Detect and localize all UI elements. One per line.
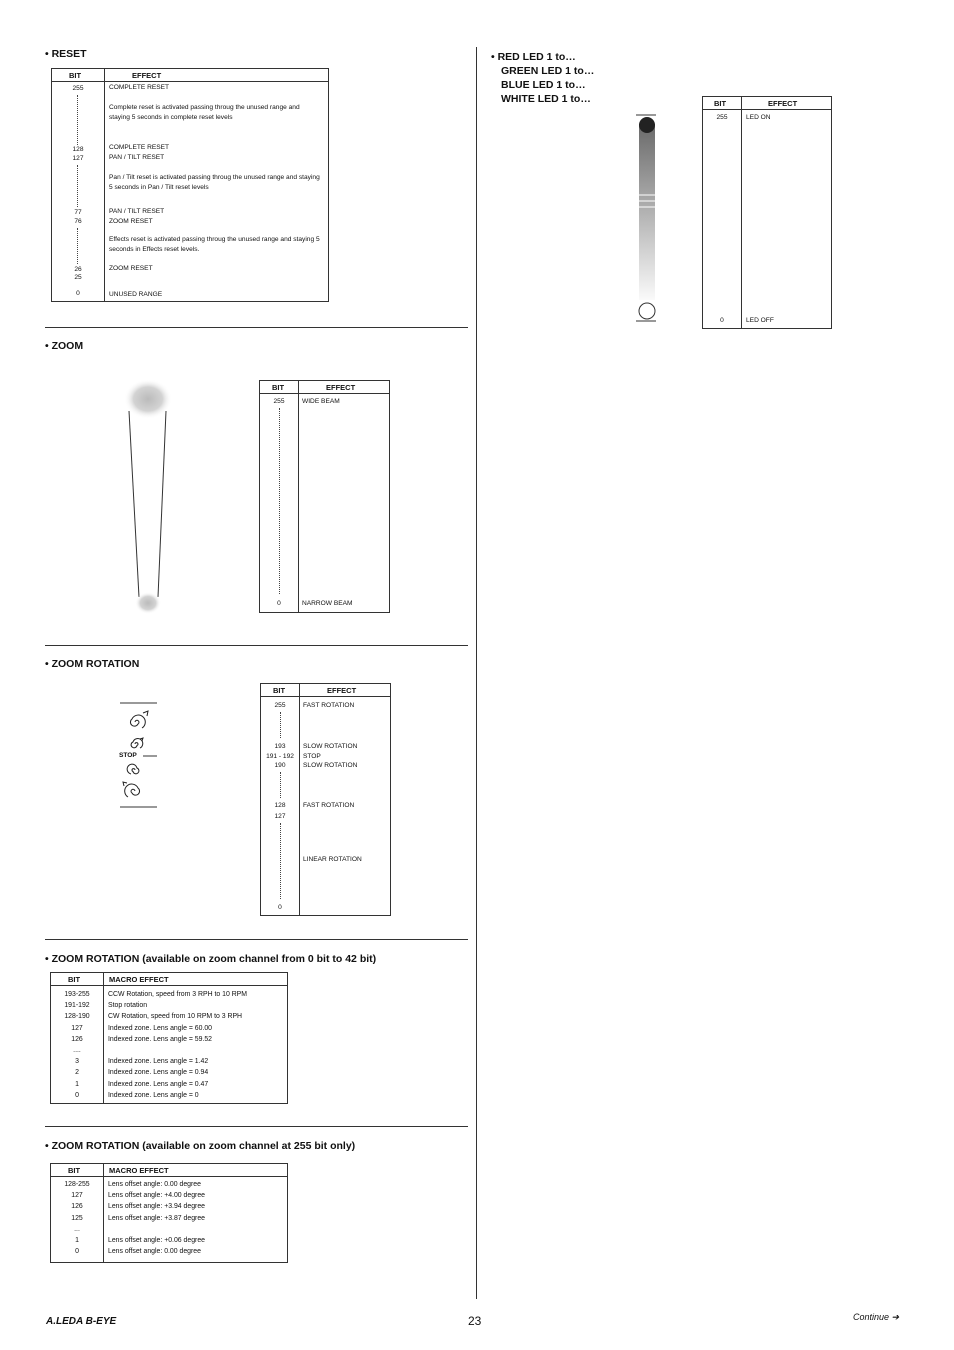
macro2-bit: 125 bbox=[71, 1214, 83, 1222]
zoom-rotation-col-bit: BIT bbox=[273, 686, 286, 695]
macro2-col-effect: MACRO EFFECT bbox=[109, 1166, 169, 1175]
zoom-rotation-effect: SLOW ROTATION bbox=[303, 743, 358, 750]
zoom-effect: WIDE BEAM bbox=[302, 398, 340, 405]
macro1-bit: 1 bbox=[75, 1080, 79, 1088]
zoom-rotation-bit: 255 bbox=[274, 702, 286, 709]
macro2-bit: 127 bbox=[71, 1192, 83, 1200]
spiral-ccw-large-icon bbox=[130, 711, 148, 728]
zoom-rotation-macro1-title: • ZOOM ROTATION (available on zoom channel from 0 bit to 42 bit) bbox=[45, 953, 377, 965]
zoom-rotation-col-effect: EFFECT bbox=[327, 686, 357, 695]
reset-table-header bbox=[52, 69, 328, 82]
section-divider bbox=[45, 939, 468, 940]
zoom-dots bbox=[279, 408, 280, 594]
reset-effect: ZOOM RESET bbox=[109, 265, 153, 272]
reset-effect: COMPLETE RESET bbox=[109, 144, 170, 151]
zoom-rotation-bit: 127 bbox=[274, 813, 286, 820]
macro1-effect: Indexed zone. Lens angle = 0.94 bbox=[108, 1069, 209, 1077]
section-divider bbox=[45, 1126, 468, 1127]
macro2-effect: Lens offset angle: +0.06 degree bbox=[108, 1237, 205, 1244]
zoom-rotation-dots bbox=[280, 712, 281, 738]
zoom-rotation-dots bbox=[280, 823, 281, 899]
zoom-rotation-bit: 193 bbox=[274, 743, 286, 750]
reset-effect: PAN / TILT RESET bbox=[109, 208, 165, 215]
led-title-line: GREEN LED 1 to… bbox=[501, 65, 595, 77]
macro1-effect: Indexed zone. Lens angle = 1.42 bbox=[108, 1058, 209, 1066]
led-title-line: WHITE LED 1 to… bbox=[501, 93, 591, 105]
macro2-bit: 128-255 bbox=[64, 1181, 90, 1188]
reset-bit: 77 bbox=[74, 209, 82, 216]
zoom-rotation-dots bbox=[280, 772, 281, 798]
led-intensity-illustration bbox=[632, 112, 664, 324]
macro1-bit: 3 bbox=[75, 1058, 79, 1066]
reset-col-effect: EFFECT bbox=[132, 71, 162, 80]
macro2-bit: 126 bbox=[71, 1203, 83, 1211]
macro1-effect: CW Rotation, speed from 10 RPM to 3 RPH bbox=[108, 1013, 243, 1021]
wide-beam-blob bbox=[124, 379, 172, 419]
stop-label: STOP bbox=[119, 752, 137, 759]
page-number: 23 bbox=[468, 1314, 482, 1328]
reset-effect: ZOOM RESET bbox=[109, 218, 153, 225]
led-table-header bbox=[703, 97, 831, 110]
macro2-bit: 0 bbox=[75, 1248, 79, 1256]
macro1-col-bit: BIT bbox=[68, 975, 81, 984]
led-gradient-bar bbox=[639, 124, 655, 300]
section-divider bbox=[45, 327, 468, 328]
macro1-effect: Indexed zone. Lens angle = 0 bbox=[108, 1091, 199, 1099]
zoom-rotation-table bbox=[260, 683, 391, 916]
reset-col-divider bbox=[104, 69, 105, 301]
led-title bbox=[491, 50, 594, 106]
macro1-table-header bbox=[51, 973, 287, 986]
zoom-effect: NARROW BEAM bbox=[302, 600, 353, 607]
macro2-col-bit: BIT bbox=[68, 1166, 81, 1175]
zoom-rotation-table-header bbox=[261, 684, 390, 697]
zoom-title: • ZOOM bbox=[45, 340, 84, 352]
zoom-rotation-title: • ZOOM ROTATION bbox=[45, 658, 140, 670]
spiral-ccw-small-icon bbox=[131, 738, 143, 748]
macro1-bit: 2 bbox=[75, 1069, 79, 1077]
zoom-rotation-col-divider bbox=[299, 684, 300, 915]
macro2-bit: ... bbox=[74, 1225, 80, 1233]
led-col-effect: EFFECT bbox=[768, 99, 798, 108]
spiral-cw-large-icon bbox=[123, 782, 140, 797]
macro1-effect: Indexed zone. Lens angle = 59.52 bbox=[108, 1035, 213, 1043]
reset-bit: 255 bbox=[72, 85, 84, 92]
reset-effect-note: Complete reset is activated passing throug the unused range and staying 5 seconds in complete reset levels bbox=[109, 104, 300, 121]
reset-dots bbox=[77, 95, 78, 145]
zoom-col-effect: EFFECT bbox=[326, 383, 356, 392]
macro2-effect: Lens offset angle: +4.00 degree bbox=[108, 1192, 205, 1200]
zoom-beam-illustration bbox=[115, 375, 185, 620]
zoom-rotation-macro1-table bbox=[50, 972, 288, 1104]
macro1-effect: Indexed zone. Lens angle = 60.00 bbox=[108, 1024, 213, 1032]
zoom-rotation-effect: FAST ROTATION bbox=[303, 802, 355, 809]
narrow-beam-blob bbox=[135, 592, 161, 614]
reset-table bbox=[51, 68, 329, 302]
reset-dots bbox=[77, 228, 78, 264]
reset-bit: 25 bbox=[74, 274, 82, 281]
macro1-col-effect: MACRO EFFECT bbox=[109, 975, 169, 984]
section-divider bbox=[45, 645, 468, 646]
led-title-line: BLUE LED 1 to… bbox=[501, 79, 586, 91]
macro1-bit: 193-255 bbox=[64, 991, 90, 998]
macro2-col-divider bbox=[103, 1164, 104, 1262]
reset-bit: 0 bbox=[76, 290, 80, 297]
macro2-effect: Lens offset angle: 0.00 degree bbox=[108, 1181, 201, 1188]
macro2-bit: 1 bbox=[75, 1237, 79, 1244]
led-bit: 255 bbox=[716, 114, 728, 121]
zoom-rotation-effect: STOP bbox=[303, 753, 321, 760]
macro1-effect: Indexed zone. Lens angle = 0.47 bbox=[108, 1080, 209, 1088]
continue-link[interactable]: Continue ➔ bbox=[853, 1312, 900, 1322]
zoom-table-header bbox=[260, 381, 389, 394]
reset-effect: PAN / TILT RESET bbox=[109, 154, 165, 161]
led-on-icon bbox=[639, 117, 655, 133]
reset-effect: COMPLETE RESET bbox=[109, 84, 170, 91]
reset-title: • RESET bbox=[45, 48, 87, 60]
zoom-col-divider bbox=[298, 381, 299, 612]
led-col-divider bbox=[741, 97, 742, 328]
zoom-rotation-bit: 191 - 192 bbox=[266, 753, 294, 760]
zoom-col-bit: BIT bbox=[272, 383, 285, 392]
reset-effect-note: Pan / Tilt reset is activated passing throug the unused range and staying 5 seconds in Pan / Tilt reset levels bbox=[109, 174, 320, 191]
macro1-bit: 127 bbox=[71, 1024, 83, 1032]
reset-effect: UNUSED RANGE bbox=[109, 291, 163, 298]
zoom-bit: 0 bbox=[277, 600, 281, 607]
reset-bit: 26 bbox=[74, 266, 82, 273]
reset-bit: 76 bbox=[74, 218, 82, 225]
zoom-rotation-effect: LINEAR ROTATION bbox=[303, 856, 362, 863]
macro2-effect: Lens offset angle: 0.00 degree bbox=[108, 1248, 201, 1256]
led-table bbox=[702, 96, 832, 329]
macro1-bit: 128-190 bbox=[64, 1013, 90, 1021]
reset-dots bbox=[77, 165, 78, 207]
reset-bit: 128 bbox=[72, 146, 84, 153]
zoom-rotation-effect: SLOW ROTATION bbox=[303, 762, 358, 769]
zoom-rotation-macro2-title: • ZOOM ROTATION (available on zoom channel at 255 bit only) bbox=[45, 1140, 356, 1152]
macro1-effect: Stop rotation bbox=[108, 1002, 148, 1010]
led-effect: LED ON bbox=[746, 114, 771, 121]
macro1-bit: 126 bbox=[71, 1035, 83, 1043]
reset-col-bit: BIT bbox=[69, 71, 82, 80]
zoom-rotation-bit: 128 bbox=[274, 802, 286, 809]
zoom-rotation-macro2-table bbox=[50, 1163, 288, 1263]
zoom-table bbox=[259, 380, 390, 613]
macro2-table-header bbox=[51, 1164, 287, 1177]
led-bit: 0 bbox=[720, 317, 724, 324]
macro1-col-divider bbox=[103, 973, 104, 1103]
reset-effect-note: Effects reset is activated passing throug the unused range and staying 5 seconds in Effects reset levels. bbox=[109, 236, 320, 253]
zoom-rotation-bit: 190 bbox=[274, 762, 286, 769]
zoom-rotation-bit: 0 bbox=[278, 904, 282, 911]
column-divider bbox=[476, 47, 477, 1299]
macro1-effect: CCW Rotation, speed from 3 RPH to 10 RPM bbox=[108, 991, 248, 998]
led-title-line: • RED LED 1 to… bbox=[491, 51, 576, 63]
macro1-bit: 0 bbox=[75, 1091, 79, 1099]
macro2-effect: Lens offset angle: +3.94 degree bbox=[108, 1203, 205, 1211]
footer-brand: A.LEDA B-EYE bbox=[46, 1316, 117, 1327]
spiral-cw-small-icon bbox=[127, 764, 139, 774]
zoom-rotation-effect: FAST ROTATION bbox=[303, 702, 355, 709]
macro1-bit: .... bbox=[73, 1047, 81, 1054]
led-col-bit: BIT bbox=[714, 99, 727, 108]
led-off-icon bbox=[639, 303, 655, 319]
reset-bit: 127 bbox=[72, 155, 84, 162]
macro1-bit: 191-192 bbox=[64, 1002, 90, 1010]
macro2-effect: Lens offset angle: +3.87 degree bbox=[108, 1214, 205, 1222]
led-effect: LED OFF bbox=[746, 317, 774, 324]
zoom-bit: 255 bbox=[273, 398, 285, 405]
